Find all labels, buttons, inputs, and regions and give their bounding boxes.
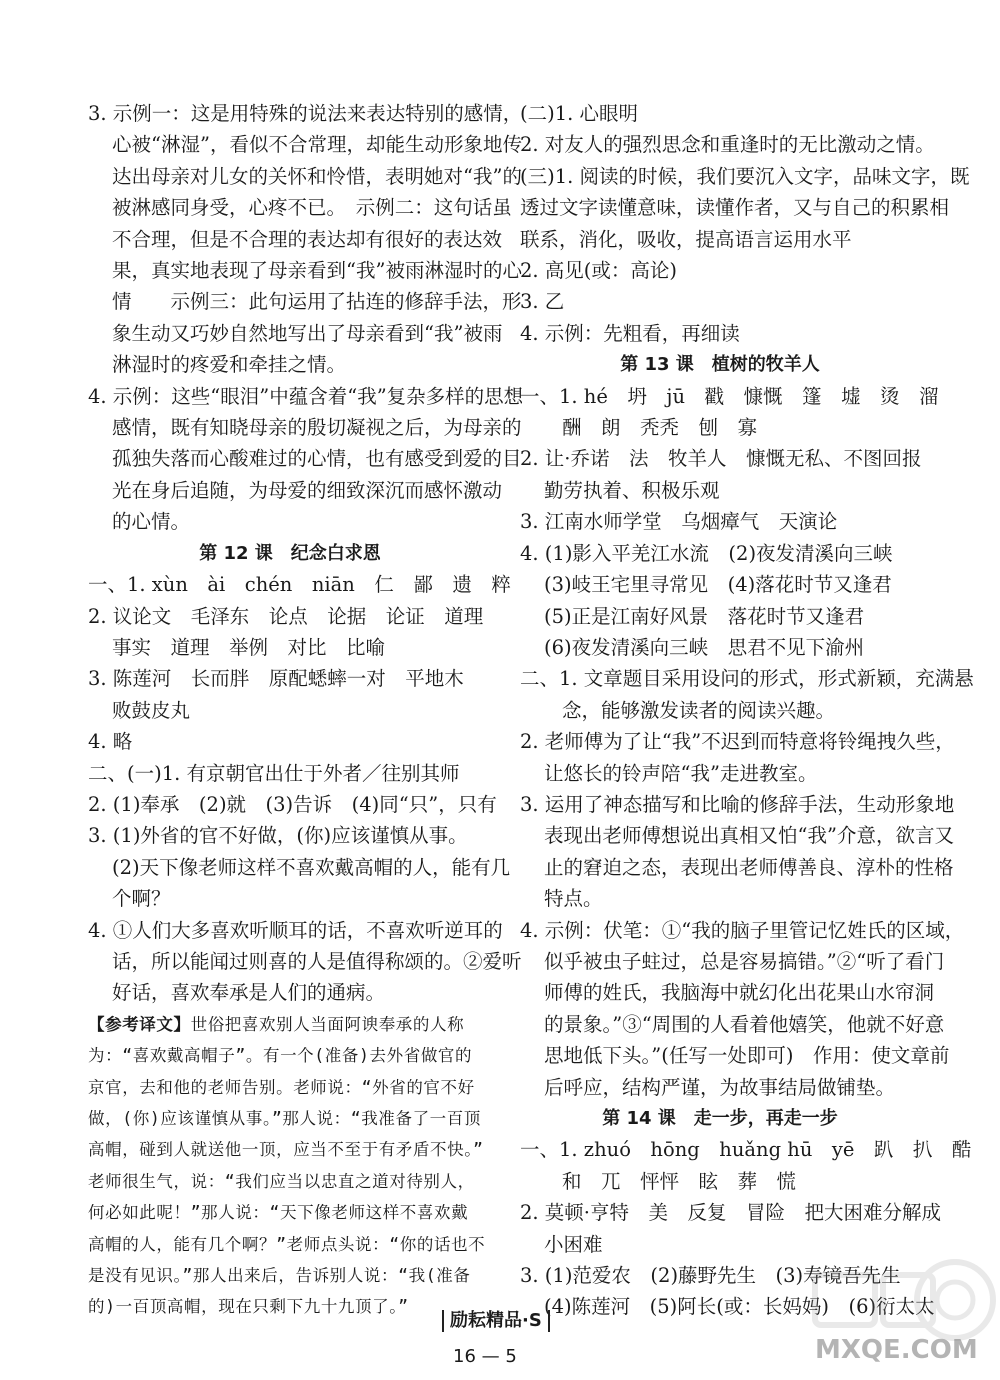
answer-line: (4)陈莲河 (5)阿长(或：长妈妈) (6)衍太太 xyxy=(544,1295,935,1319)
translation-line: 做，(你)应该谨慎从事。”那人说：“我准备了一百顶 xyxy=(88,1109,481,1128)
answer-line: 和 兀 怦怦 眩 葬 慌 xyxy=(562,1169,797,1193)
answer-line: 被淋感同身受，心疼不已。 示例二：这句话虽 xyxy=(112,196,512,220)
answer-line: 象生动又巧妙自然地写出了母亲看到“我”被雨 xyxy=(112,321,503,345)
page-number: 16 — 5 xyxy=(453,1346,517,1367)
answer-line: 2. (1)奉承 (2)就 (3)告诉 (4)同“只”，只有 xyxy=(88,792,497,816)
answer-line: 思地低下头。”(任写一处即可) 作用：使文章前 xyxy=(544,1044,950,1068)
answer-line: 话，所以能闻过则喜的人是值得称颂的。②爱听 xyxy=(112,949,522,973)
answer-line: (3)岐王宅里寻常见 (4)落花时节又逢君 xyxy=(544,573,892,597)
answer-line: 3. 运用了神态描写和比喻的修辞手法，生动形象地 xyxy=(520,792,955,816)
answer-line: (6)夜发清溪向三峡 思君不见下渝州 xyxy=(544,635,865,659)
answer-line: 2. 议论文 毛泽东 论点 论据 论证 道理 xyxy=(88,604,484,628)
answer-line: 2. 莫顿·亨特 美 反复 冒险 把大困难分解成 xyxy=(520,1201,942,1225)
translation-line: 京官，去和他的老师告别。老师说：“外省的官不好 xyxy=(88,1077,475,1097)
answer-line: 不合理，但是不合理的表达却有很好的表达效 xyxy=(112,227,503,251)
answer-line: 勤劳执着、积极乐观 xyxy=(544,478,720,502)
answer-line: 酬 朗 秃秃 刨 寡 xyxy=(562,416,758,440)
answer-line: 好话，喜欢奉承是人们的通病。 xyxy=(112,981,386,1005)
answer-line: 4. 示例：先粗看，再细读 xyxy=(520,321,740,345)
answer-line: 3. (1)范爱农 (2)藤野先生 (3)寿镜吾先生 xyxy=(520,1264,901,1288)
answer-line: 3. 江南水师学堂 乌烟瘴气 天演论 xyxy=(520,510,838,534)
answer-line: 2. 让·乔诺 法 牧羊人 慷慨无私、不图回报 xyxy=(520,447,922,471)
answer-line: 个啊？ xyxy=(112,887,171,911)
answer-line: 光在身后追随，为母爱的细致深沉而感怀激动 xyxy=(112,478,503,502)
answer-line: (二)1. 心眼明 xyxy=(520,102,639,125)
answer-line: 2. 老师傅为了让“我”不迟到而特意将铃绳拽久些， xyxy=(520,730,955,754)
answer-line: 4. 示例：伏笔：①“我的脑子里管记忆姓氏的区域， xyxy=(520,918,965,942)
answer-line: 2. 高见(或：高论) xyxy=(520,259,678,283)
answer-line: (5)正是江南好风景 落花时节又逢君 xyxy=(544,604,865,628)
answer-line: 3. 示例一：这是用特殊的说法来表达特别的感情， xyxy=(88,102,523,125)
lesson-heading: 第 13 课 植树的牧羊人 xyxy=(620,354,820,376)
answer-line: 4. ①人们大多喜欢听顺耳的话，不喜欢听逆耳的 xyxy=(88,918,503,942)
translation-line: 老师很生气，说：“我们应当以忠直之道对待别人， xyxy=(88,1171,475,1191)
right-column xyxy=(520,98,974,1323)
answer-line: 二、(一)1. 有京朝官出仕于外者／往别其师 xyxy=(88,761,460,785)
answer-line: 达出母亲对儿女的关怀和怜惜，表明她对“我”的 xyxy=(112,164,522,188)
translation-line: 是没有见识。”那人出来后，告诉别人说：“我(准备 xyxy=(88,1266,471,1286)
translation-line: 高帽的人，能有几个啊？”老师点头说：“你的话也不 xyxy=(88,1234,486,1254)
answer-line: 二、1. 文章题目采用设问的形式，形式新颖，充满悬 xyxy=(520,667,974,691)
answer-line: 事实 道理 举例 对比 比喻 xyxy=(112,635,386,659)
answer-line: 念，能够激发读者的阅读兴趣。 xyxy=(562,698,836,722)
answer-line: 止的窘迫之态，表现出老师傅善良、淳朴的性格 xyxy=(544,855,954,879)
answer-line: 一、1. zhuó hōng huǎng hū yē 趴 扒 酷 xyxy=(520,1138,972,1162)
answer-line: 3. 乙 xyxy=(520,290,565,314)
answer-line: 感情，既有知晓母亲的殷切凝视之后，为母亲的 xyxy=(112,416,522,440)
reference-translation-first-line: 世俗把喜欢别人当面阿谀奉承的人称 xyxy=(190,1014,465,1034)
left-column xyxy=(88,98,524,1323)
answer-line: 淋湿时的疼爱和牵挂之情。 xyxy=(112,353,347,377)
answer-line: 的景象。”③“周围的人看着他嬉笑，他就不好意 xyxy=(544,1012,945,1036)
answer-line: 情 示例三：此句运用了拈连的修辞手法，形 xyxy=(112,290,522,314)
reference-translation-lines xyxy=(88,1040,492,1323)
answer-line: 师傅的姓氏，我脑海中就幻化出花果山水帘洞 xyxy=(544,981,935,1005)
left-answer-lines xyxy=(88,98,524,1009)
watermark-text: MXQE.COM xyxy=(815,1335,978,1365)
translation-line: 高帽，碰到人就送他一顶，应当不至于有矛盾不快。” xyxy=(88,1140,484,1160)
answer-line: 似乎被虫子蛀过，总是容易搞错。”②“听了看门 xyxy=(544,949,945,973)
answer-line: (三)1. 阅读的时候，我们要沉入文字，品味文字，既 xyxy=(520,164,970,188)
answer-line: 让悠长的铃声陪“我”走进教室。 xyxy=(544,761,818,785)
answer-line: 2. 对友人的强烈思念和重逢时的无比激动之情。 xyxy=(520,133,935,157)
answer-line: 败鼓皮丸 xyxy=(112,698,191,722)
translation-line: 的)一百顶高帽，现在只剩下九十九顶了。” xyxy=(88,1297,409,1317)
answer-line: 小困难 xyxy=(544,1232,603,1256)
answer-line: 果，真实地表现了母亲看到“我”被雨淋湿时的心 xyxy=(112,259,522,283)
lesson-heading: 第 14 课 走一步，再走一步 xyxy=(602,1108,838,1129)
answer-line: 心被“淋湿”，看似不合常理，却能生动形象地传 xyxy=(112,133,522,157)
answer-line: 特点。 xyxy=(544,887,603,911)
lesson-heading: 第 12 课 纪念白求恩 xyxy=(199,542,381,564)
answer-line: 联系，消化，吸收，提高语言运用水平 xyxy=(520,227,852,251)
answer-line: 一、1. hé 坍 jū 戳 慷慨 篷 墟 烫 溜 xyxy=(520,384,939,408)
answer-line: 表现出老师傅想说出真相又怕“我”介意，欲言又 xyxy=(544,824,954,848)
answer-line: 透过文字读懂意味，读懂作者，又与自己的积累相 xyxy=(520,196,950,220)
answer-line: 3. (1)外省的官不好做，(你)应该谨慎从事。 xyxy=(88,824,468,848)
translation-line: 何必如此呢！”那人说：“天下像老师这样不喜欢戴 xyxy=(88,1203,469,1223)
answer-line: (2)天下像老师这样不喜欢戴高帽的人，能有几 xyxy=(112,855,511,879)
reference-translation xyxy=(88,1009,492,1323)
footer-brand-logo: 励耘精品·S xyxy=(442,1310,550,1332)
reference-translation-label: 【参考译文】 xyxy=(88,1014,191,1034)
right-answer-lines xyxy=(520,98,974,1323)
answer-line: 孤独失落而心酸难过的心情，也有感受到爱的目 xyxy=(112,447,522,471)
answer-line: 4. 示例：这些“眼泪”中蕴含着“我”复杂多样的思想 xyxy=(88,384,524,408)
answer-line: 的心情。 xyxy=(112,510,191,534)
answer-line: 4. 略 xyxy=(88,730,133,754)
answer-line: 4. (1)影入平羌江水流 (2)夜发清溪向三峡 xyxy=(520,541,893,565)
translation-line: 为：“喜欢戴高帽子”。有一个(准备)去外省做官的 xyxy=(88,1046,473,1066)
answer-line: 3. 陈莲河 长而胖 原配蟋蟀一对 平地木 xyxy=(88,667,464,691)
answer-line: 后呼应，结构严谨，为故事结局做铺垫。 xyxy=(544,1075,896,1099)
answer-line: 一、1. xùn ài chén niān 仁 鄙 遗 粹 xyxy=(88,573,511,597)
